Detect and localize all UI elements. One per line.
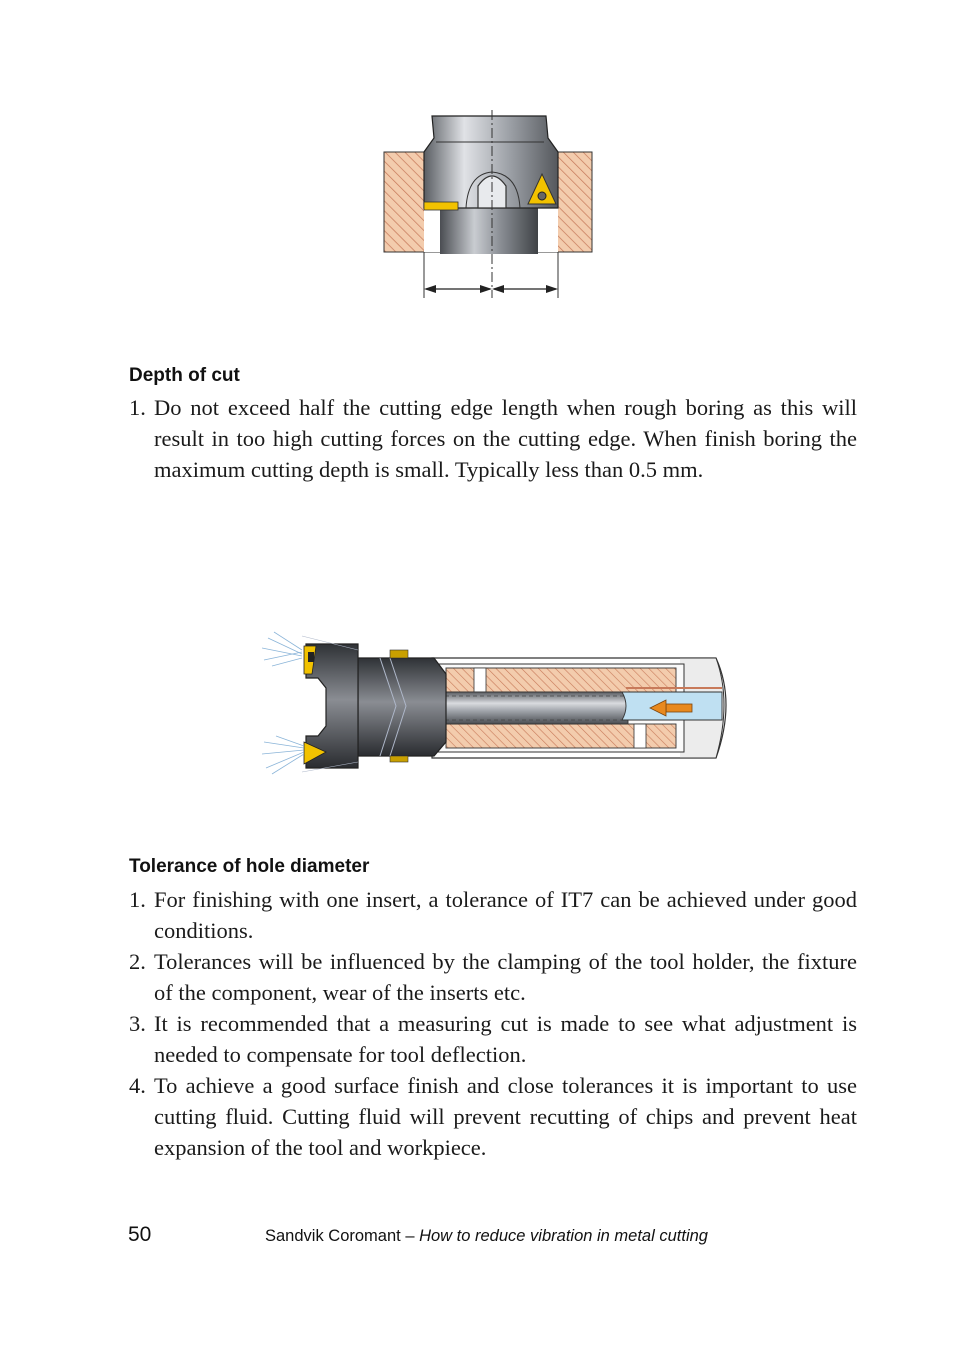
list-item — [129, 1070, 857, 1163]
list-item-number: 3. — [129, 1011, 146, 1036]
running-footer — [265, 1227, 708, 1246]
depth-of-cut-list — [129, 392, 857, 485]
section-heading-tolerance: Tolerance of hole diameter — [129, 856, 370, 877]
list-item — [129, 946, 857, 1008]
list-item-number: 2. — [129, 949, 146, 974]
list-item-number: 1. — [129, 395, 146, 420]
list-item — [129, 392, 857, 485]
list-item-text: Tolerances will be influenced by the clamping of the tool holder, the fixture of the component, wear of the inserts etc. — [154, 949, 857, 1005]
boring-depth-of-cut-figure — [380, 108, 600, 300]
list-item-text: For finishing with one insert, a tolerance of IT7 can be achieved under good conditions. — [154, 887, 857, 943]
footer-publisher: Sandvik Coromant – — [265, 1227, 420, 1245]
list-item-text: Do not exceed half the cutting edge length when rough boring as this will result in too high cutting forces on the cutting edge. When finish boring the maximum cutting depth is small. Typically less than 0.5 mm. — [154, 395, 857, 482]
list-item-number: 1. — [129, 887, 146, 912]
tolerance-list — [129, 884, 857, 1163]
list-item — [129, 884, 857, 946]
list-item-text: To achieve a good surface finish and close tolerances it is important to use cutting fluid. Cutting fluid will prevent recutting of chips and prevent heat expansion of the tool and workpiece. — [154, 1073, 857, 1160]
boring-bar-coolant-figure — [262, 630, 736, 776]
page-number: 50 — [128, 1223, 152, 1246]
list-item-text: It is recommended that a measuring cut is made to see what adjustment is needed to compensate for tool deflection. — [154, 1011, 857, 1067]
list-item — [129, 1008, 857, 1070]
section-heading-depth-of-cut: Depth of cut — [129, 365, 240, 386]
footer-title: How to reduce vibration in metal cutting — [419, 1227, 708, 1245]
list-item-number: 4. — [129, 1073, 146, 1098]
